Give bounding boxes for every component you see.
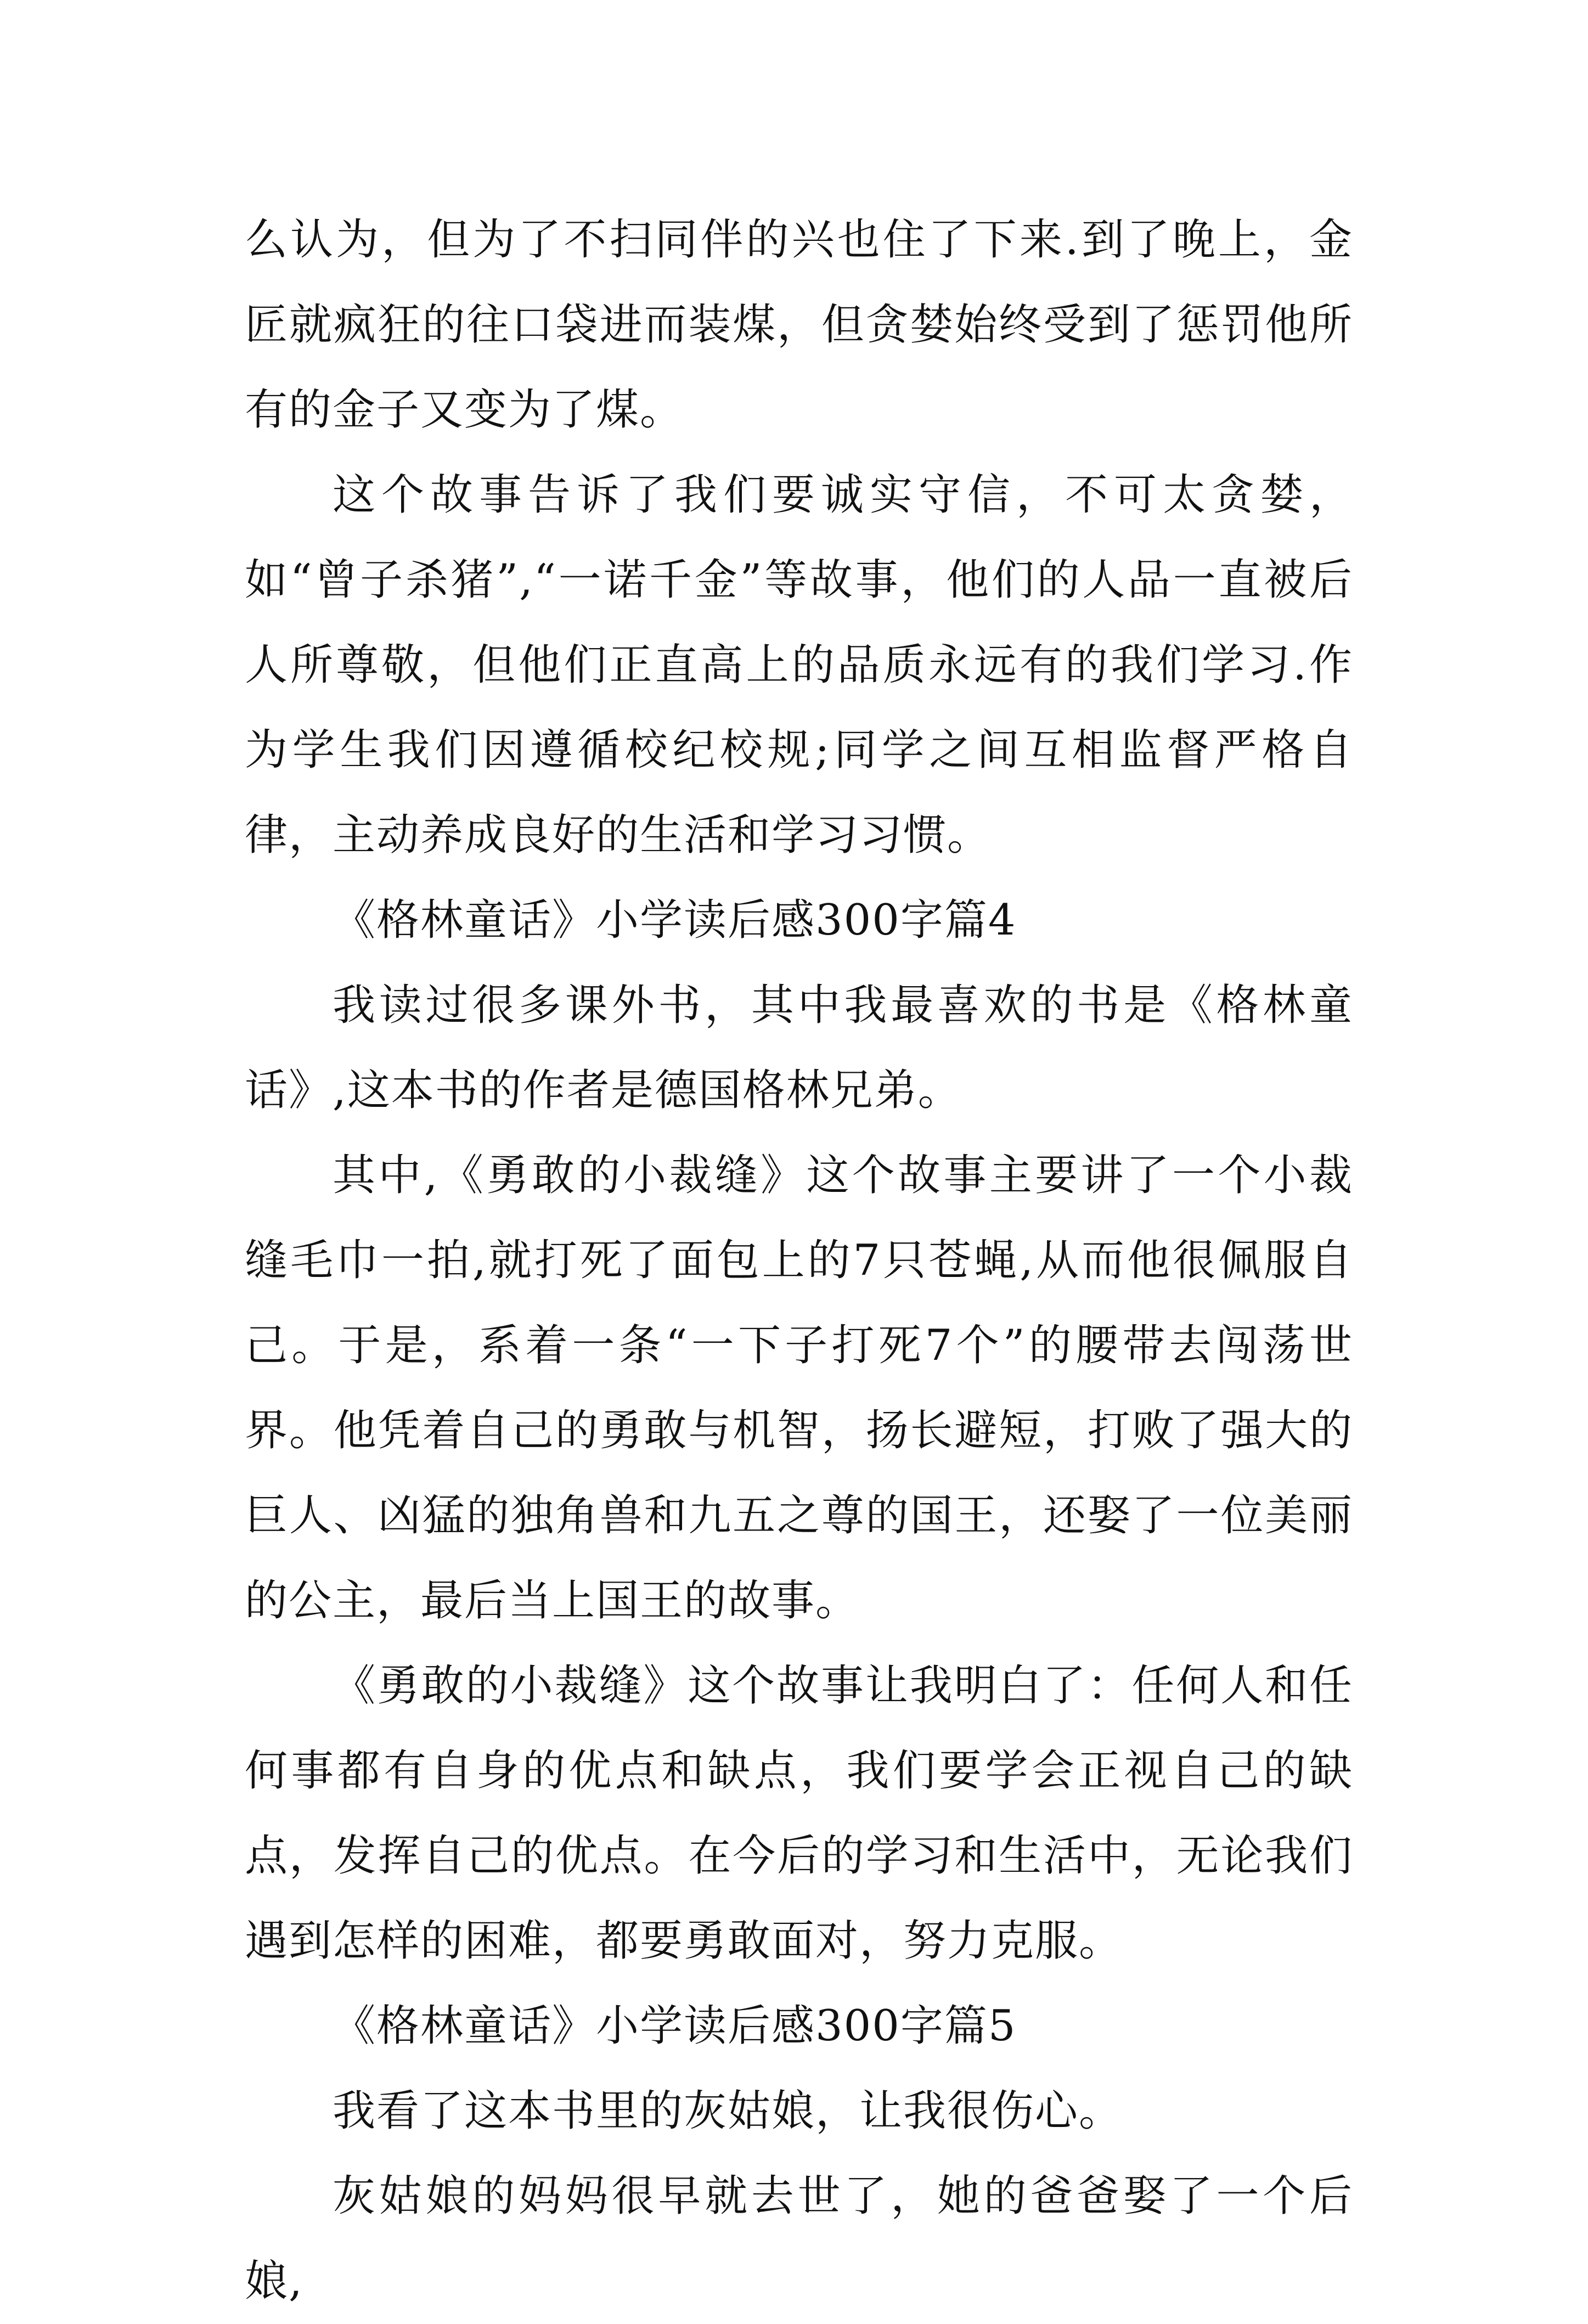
paragraph-4: 其中,《勇敢的小裁缝》这个故事主要讲了一个小裁缝毛巾一拍,就打死了面包上的7只苍蝇,从而他很佩服自己。于是，系着一条“一下子打死7个”的腰带去闯荡世界。他凭着自己的勇敢与机智，扬长避短，打败了强大的巨人、凶猛的独角兽和九五之尊的国王，还娶了一位美丽的公主，最后当上国王的故事。 xyxy=(245,1151,1353,1625)
paragraph-7: 灰姑娘的妈妈很早就去世了，她的爸爸娶了一个后娘, xyxy=(245,2171,1353,2306)
paragraph-2: 这个故事告诉了我们要诚实守信，不可太贪婪，如“曾子杀猪”,“一诺千金”等故事，他们的人品一直被后人所尊敬，但他们正直高上的品质永远有的我们学习.作为学生我们因遵循校纪校规;同学之间互相监督严格自律，主动养成良好的生活和学习习惯。 xyxy=(245,470,1353,860)
section-heading-4: 《格林童话》小学读后感300字篇4 xyxy=(333,896,1017,945)
paragraph-3: 我读过很多课外书，其中我最喜欢的书是《格林童话》,这本书的作者是德国格林兄弟。 xyxy=(245,981,1353,1115)
paragraph-6: 我看了这本书里的灰姑娘，让我很伤心。 xyxy=(333,2086,1123,2136)
section-heading-5: 《格林童话》小学读后感300字篇5 xyxy=(333,2001,1017,2051)
document-body xyxy=(245,198,1353,2324)
paragraph-5: 《勇敢的小裁缝》这个故事让我明白了：任何人和任何事都有自身的优点和缺点，我们要学会正视自己的缺点，发挥自己的优点。在今后的学习和生活中，无论我们遇到怎样的困难，都要勇敢面对，努力克服。 xyxy=(245,1661,1353,1966)
paragraph-1: 么认为，但为了不扫同伴的兴也住了下来.到了晚上，金匠就疯狂的往口袋进而装煤，但贪婪始终受到了惩罚他所有的金子又变为了煤。 xyxy=(245,215,1353,435)
